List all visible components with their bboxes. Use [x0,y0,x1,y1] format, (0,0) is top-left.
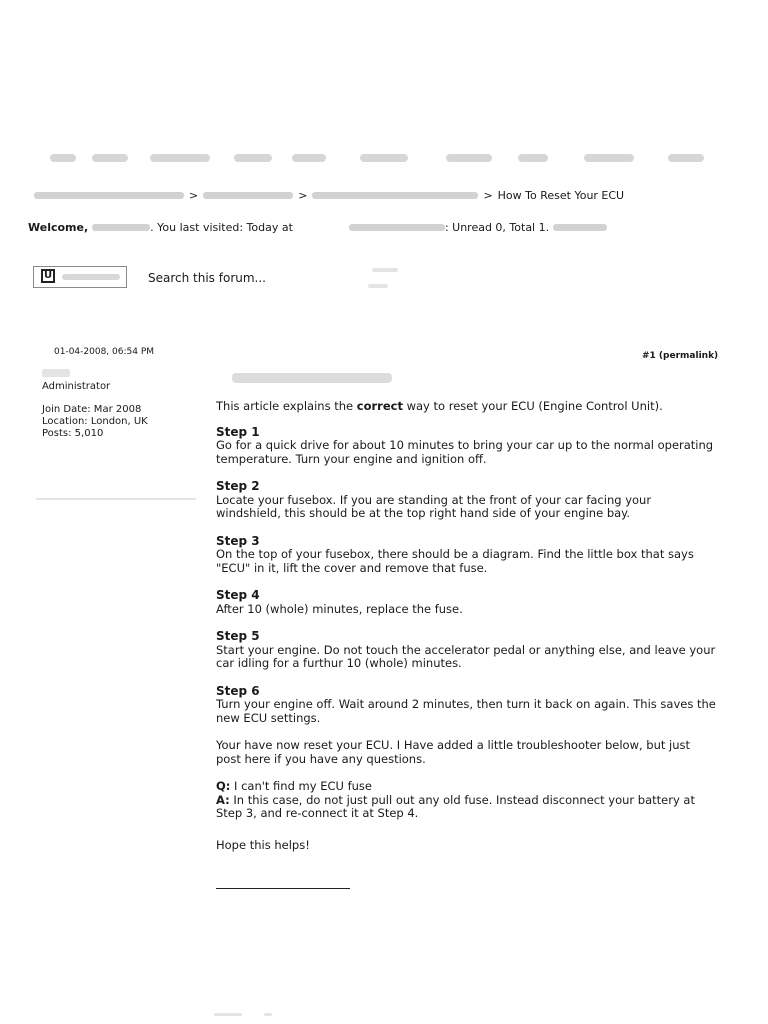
user-menu-link[interactable] [553,224,607,231]
step-1 [216,426,716,467]
last-visited-text: . You last visited: Today at [150,221,293,234]
step-title: Step 6 [216,683,260,698]
nav-item-9[interactable] [584,154,634,162]
welcome-label: Welcome, [28,221,89,234]
step-5 [216,630,716,671]
post-title-faded [232,373,392,383]
permalink-link[interactable]: #1 (permalink) [642,351,719,361]
step-3 [216,535,716,576]
step-2 [216,480,716,521]
nav-item-1[interactable] [50,154,76,162]
breadcrumb-link-subforum[interactable] [312,192,478,199]
welcome-bar [28,221,607,234]
breadcrumb-separator: > [298,189,308,202]
step-text: Start your engine. Do not touch the accelerator pedal or anything else, and leave your car idling for a furthur 10 (whole) minutes. [216,642,716,670]
nav-item-4[interactable] [234,154,272,162]
breadcrumb-separator: > [483,189,493,202]
breadcrumb-link-forum[interactable] [203,192,293,199]
search-forum-link[interactable]: Search this forum... [148,271,266,285]
step-6 [216,685,716,726]
faded-divider [36,498,196,500]
step-title: Step 2 [216,479,260,493]
search-box-icon: U [41,269,55,283]
emphasis-correct: correct [356,399,403,413]
post-date: 01-04-2008, 06:54 PM [54,347,155,357]
nav-item-5[interactable] [292,154,326,162]
faded-text-fragment [368,284,388,288]
step-text: After 10 (whole) minutes, replace the fuse. [216,601,463,616]
nav-item-7[interactable] [446,154,492,162]
search-box-label-faded [62,274,120,280]
troubleshoot-answer: A: In this case, do not just pull out any old fuse. Instead disconnect your battery at Step 3, and re-connect it at Step 4. [216,792,695,820]
search-box-button[interactable] [33,266,127,288]
poster-join-date: Join Date: Mar 2008 [42,404,142,415]
poster-post-count: Posts: 5,010 [42,428,104,439]
private-messages-link[interactable] [349,224,445,231]
breadcrumb-separator: > [189,189,199,202]
troubleshoot-question: Q: I can't find my ECU fuse [216,779,372,793]
faded-text-fragment [372,268,398,272]
poster-location: Location: London, UK [42,416,148,427]
step-text: Turn your engine off. Wait around 2 minutes, then turn it back on again. This saves the new ECU settings. [216,697,716,725]
faded-text-fragment [214,1013,242,1016]
username-link[interactable] [92,224,150,231]
poster-role: Administrator [42,381,111,392]
nav-item-8[interactable] [518,154,548,162]
faded-text-fragment [264,1013,272,1016]
step-title: Step 3 [216,533,260,548]
pm-status-text: : Unread 0, Total 1. [444,221,550,234]
step-4 [216,589,716,616]
post-signoff: Hope this helps! [216,837,310,852]
breadcrumb-current: How To Reset Your ECU [497,189,625,202]
post-summary: Your have now reset your ECU. I Have added a little troubleshooter below, but just post here if you have any questions. [216,738,691,766]
step-title: Step 4 [216,588,260,602]
step-title: Step 5 [216,629,260,643]
signature-divider [216,888,350,889]
breadcrumb-link-home[interactable] [34,192,184,199]
breadcrumb [34,189,624,202]
poster-username[interactable] [42,369,70,377]
step-title: Step 1 [216,424,260,439]
nav-item-10[interactable] [668,154,704,162]
step-text: Locate your fusebox. If you are standing at the front of your car facing your windshield, this should be at the top right hand side of your engine bay. [216,492,652,520]
post-body [216,400,716,852]
nav-item-6[interactable] [360,154,408,162]
step-text: Go for a quick drive for about 10 minutes to bring your car up to the normal operating temperature. Turn your engine and ignition off. [216,438,714,466]
nav-item-3[interactable] [150,154,210,162]
nav-item-2[interactable] [92,154,128,162]
step-text: On the top of your fusebox, there should be a diagram. Find the little box that says "ECU" in it, lift the cover and remove that fuse. [216,547,694,575]
post-intro: This article explains the correct way to reset your ECU (Engine Control Unit). [216,399,663,413]
